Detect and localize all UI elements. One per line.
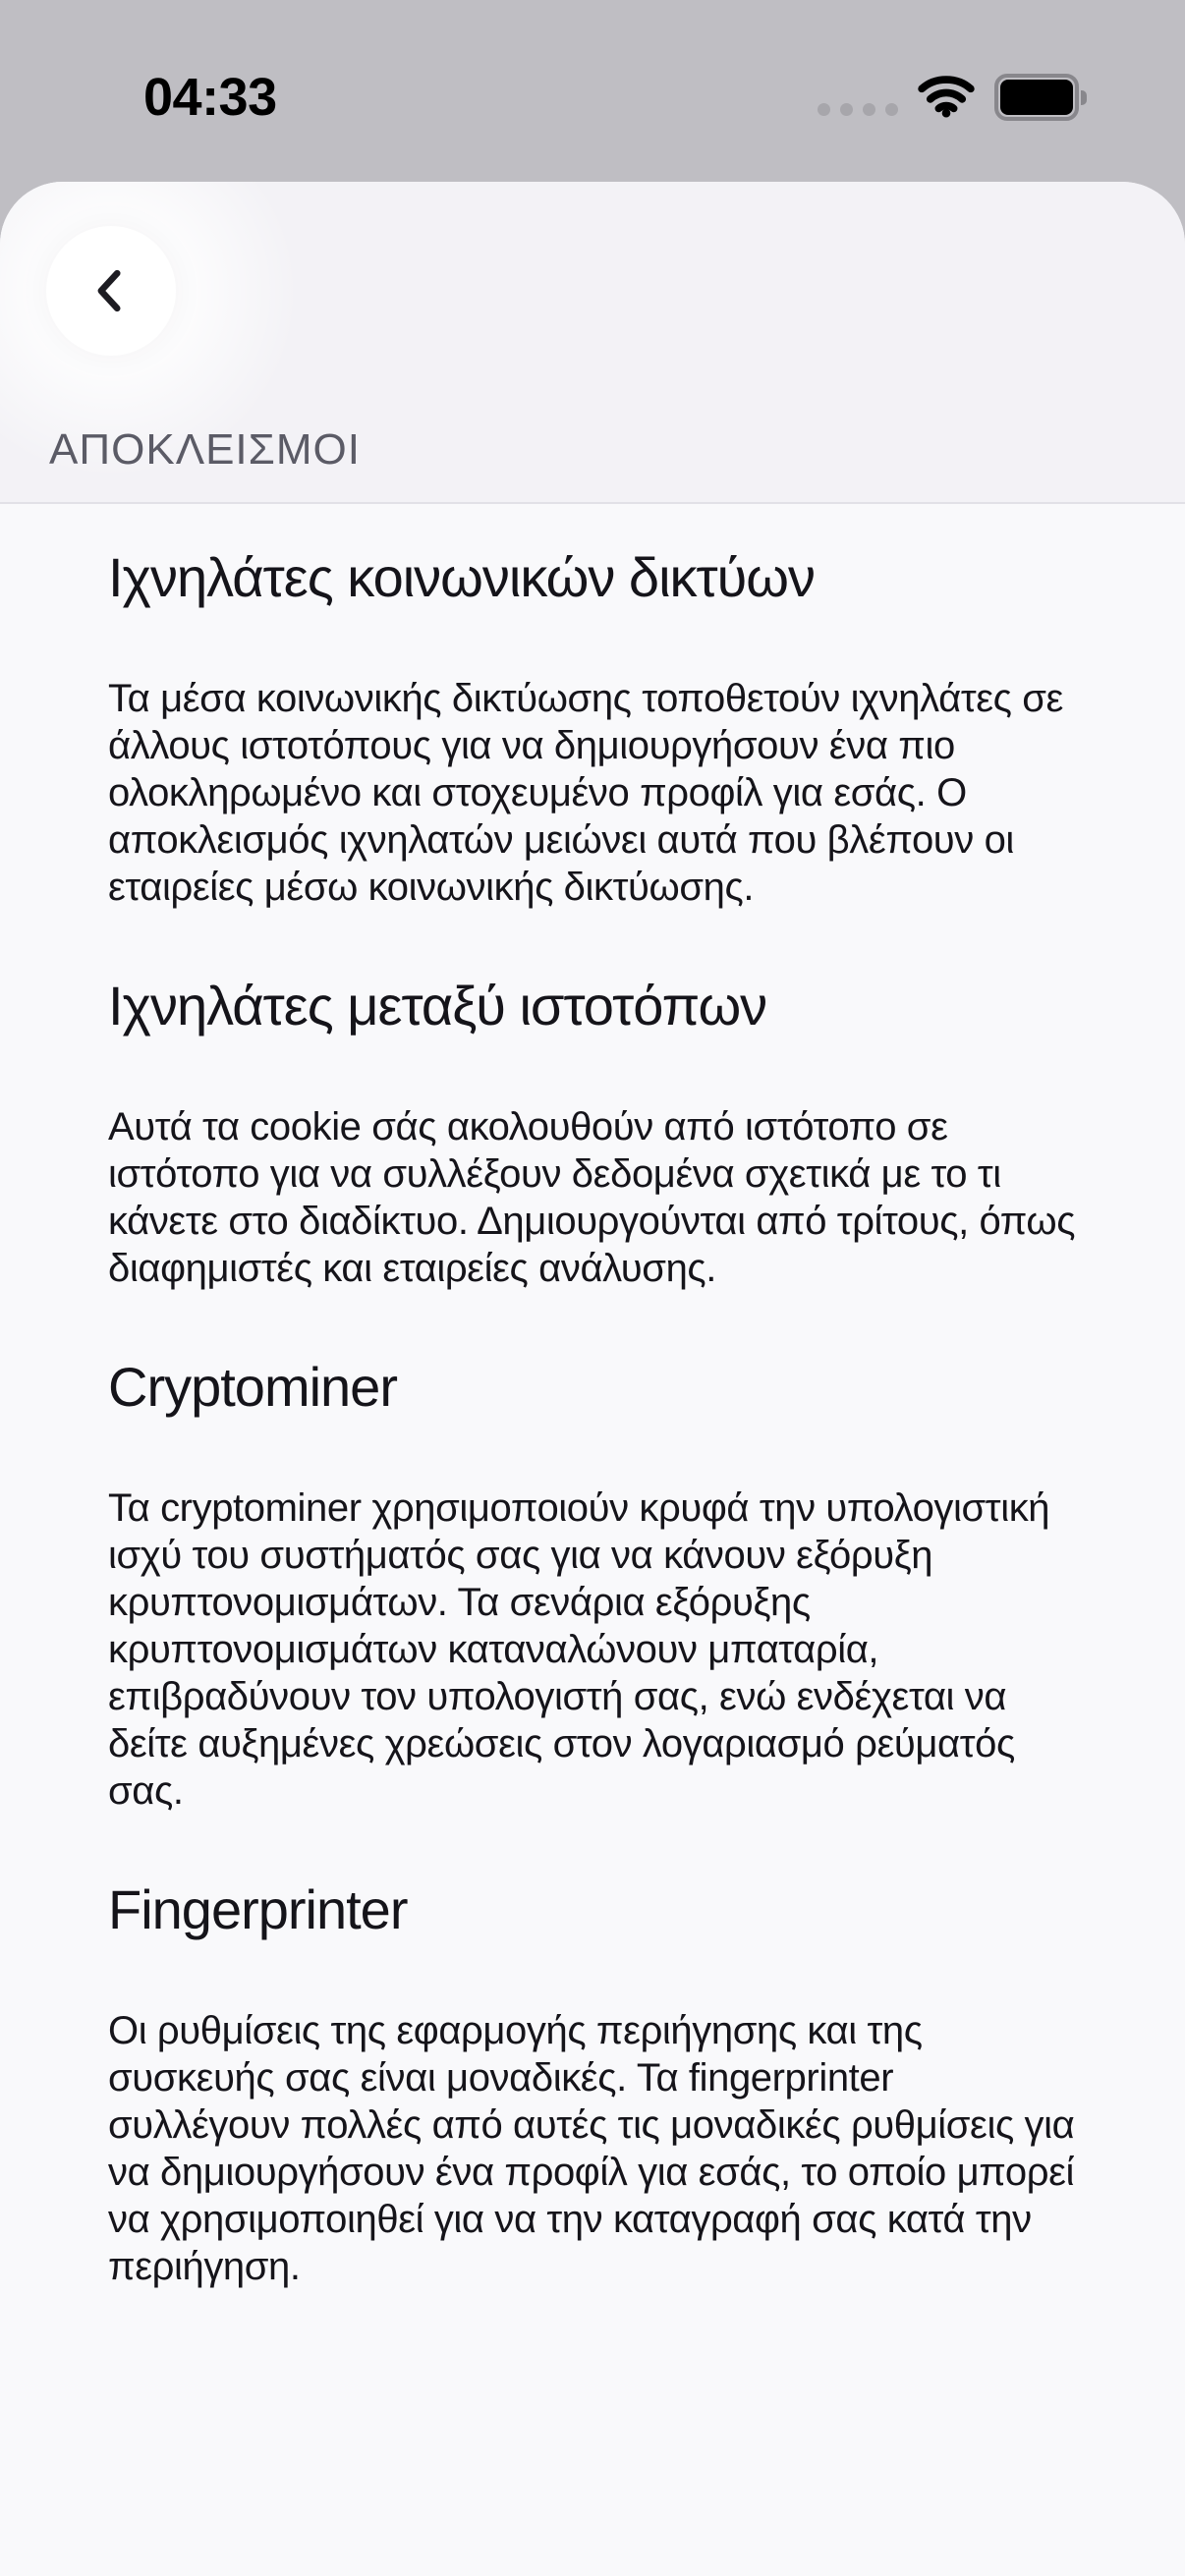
section-cross-site-trackers bbox=[108, 972, 1079, 1292]
section-fingerprinter bbox=[108, 1876, 1079, 2290]
section-title: Ιχνηλάτες κοινωνικών δικτύων bbox=[108, 546, 816, 608]
status-bar bbox=[0, 0, 1185, 182]
status-bar-icons bbox=[818, 73, 1087, 120]
signal-dot bbox=[863, 103, 875, 116]
battery-fill bbox=[1000, 80, 1073, 115]
section-title: Fingerprinter bbox=[108, 1878, 408, 1940]
signal-dot bbox=[840, 103, 853, 116]
settings-sheet bbox=[0, 182, 1185, 2576]
section-body: Οι ρυθμίσεις της εφαρμογής περιήγησης και της συσκευής σας είναι μοναδικές. Τα fingerprinter συλλέγουν πολλές από αυτές τις μοναδικές ρυθμίσεις για να δημιουργήσουν ένα προφίλ για εσάς, το οποίο μπορεί να χρησιμοποιηθεί για να την καταγραφή σας κατά την περιήγηση. bbox=[108, 2009, 1075, 2288]
battery-outline bbox=[994, 74, 1079, 121]
section-body: Αυτά τα cookie σάς ακολουθούν από ιστότοπο σε ιστότοπο για να συλλέξουν δεδομένα σχετικά με το τι κάνετε στο διαδίκτυο. Δημιουργούνται από τρίτους, όπως διαφημιστές και εταιρείες ανάλυσης. bbox=[108, 1105, 1076, 1290]
screen-title: ΑΠΟΚΛΕΙΣΜΟΙ bbox=[49, 425, 361, 474]
section-body: Τα cryptominer χρησιμοποιούν κρυφά την υπολογιστική ισχύ του συστήματός σας για να κάνουν εξόρυξη κρυπτονομισμάτων. Τα σενάρια εξόρυξης κρυπτονομισμάτων καταναλώνουν μπαταρία, επιβραδύνουν τον υπολογιστή σας, ενώ ενδέχεται να δείτε αυξημένες χρεώσεις στον λογαριασμό ρεύματός σας. bbox=[108, 1486, 1050, 1813]
section-title: Cryptominer bbox=[108, 1356, 397, 1418]
section-cryptominer bbox=[108, 1353, 1079, 1815]
content-scroll-area[interactable] bbox=[0, 504, 1185, 2290]
cellular-signal-dots-icon bbox=[818, 103, 898, 116]
section-title: Ιχνηλάτες μεταξύ ιστοτόπων bbox=[108, 975, 767, 1036]
section-social-trackers bbox=[108, 543, 1079, 911]
back-button[interactable] bbox=[46, 226, 176, 356]
signal-dot bbox=[818, 103, 830, 116]
status-bar-time: 04:33 bbox=[143, 68, 277, 127]
chevron-left-icon bbox=[83, 262, 140, 319]
sheet-header bbox=[0, 182, 1185, 502]
signal-dot bbox=[885, 103, 898, 116]
battery-cap bbox=[1081, 90, 1087, 105]
battery-icon bbox=[994, 74, 1087, 121]
wifi-icon bbox=[918, 75, 975, 118]
section-body: Τα μέσα κοινωνικής δικτύωσης τοποθετούν ιχνηλάτες σε άλλους ιστοτόπους για να δημιουργήσουν ένα πιο ολοκληρωμένο και στοχευμένο προφίλ για εσάς. Ο αποκλεισμός ιχνηλατών μειώνει αυτά που βλέπουν οι εταιρείες μέσω κοινωνικής δικτύωσης. bbox=[108, 677, 1063, 909]
